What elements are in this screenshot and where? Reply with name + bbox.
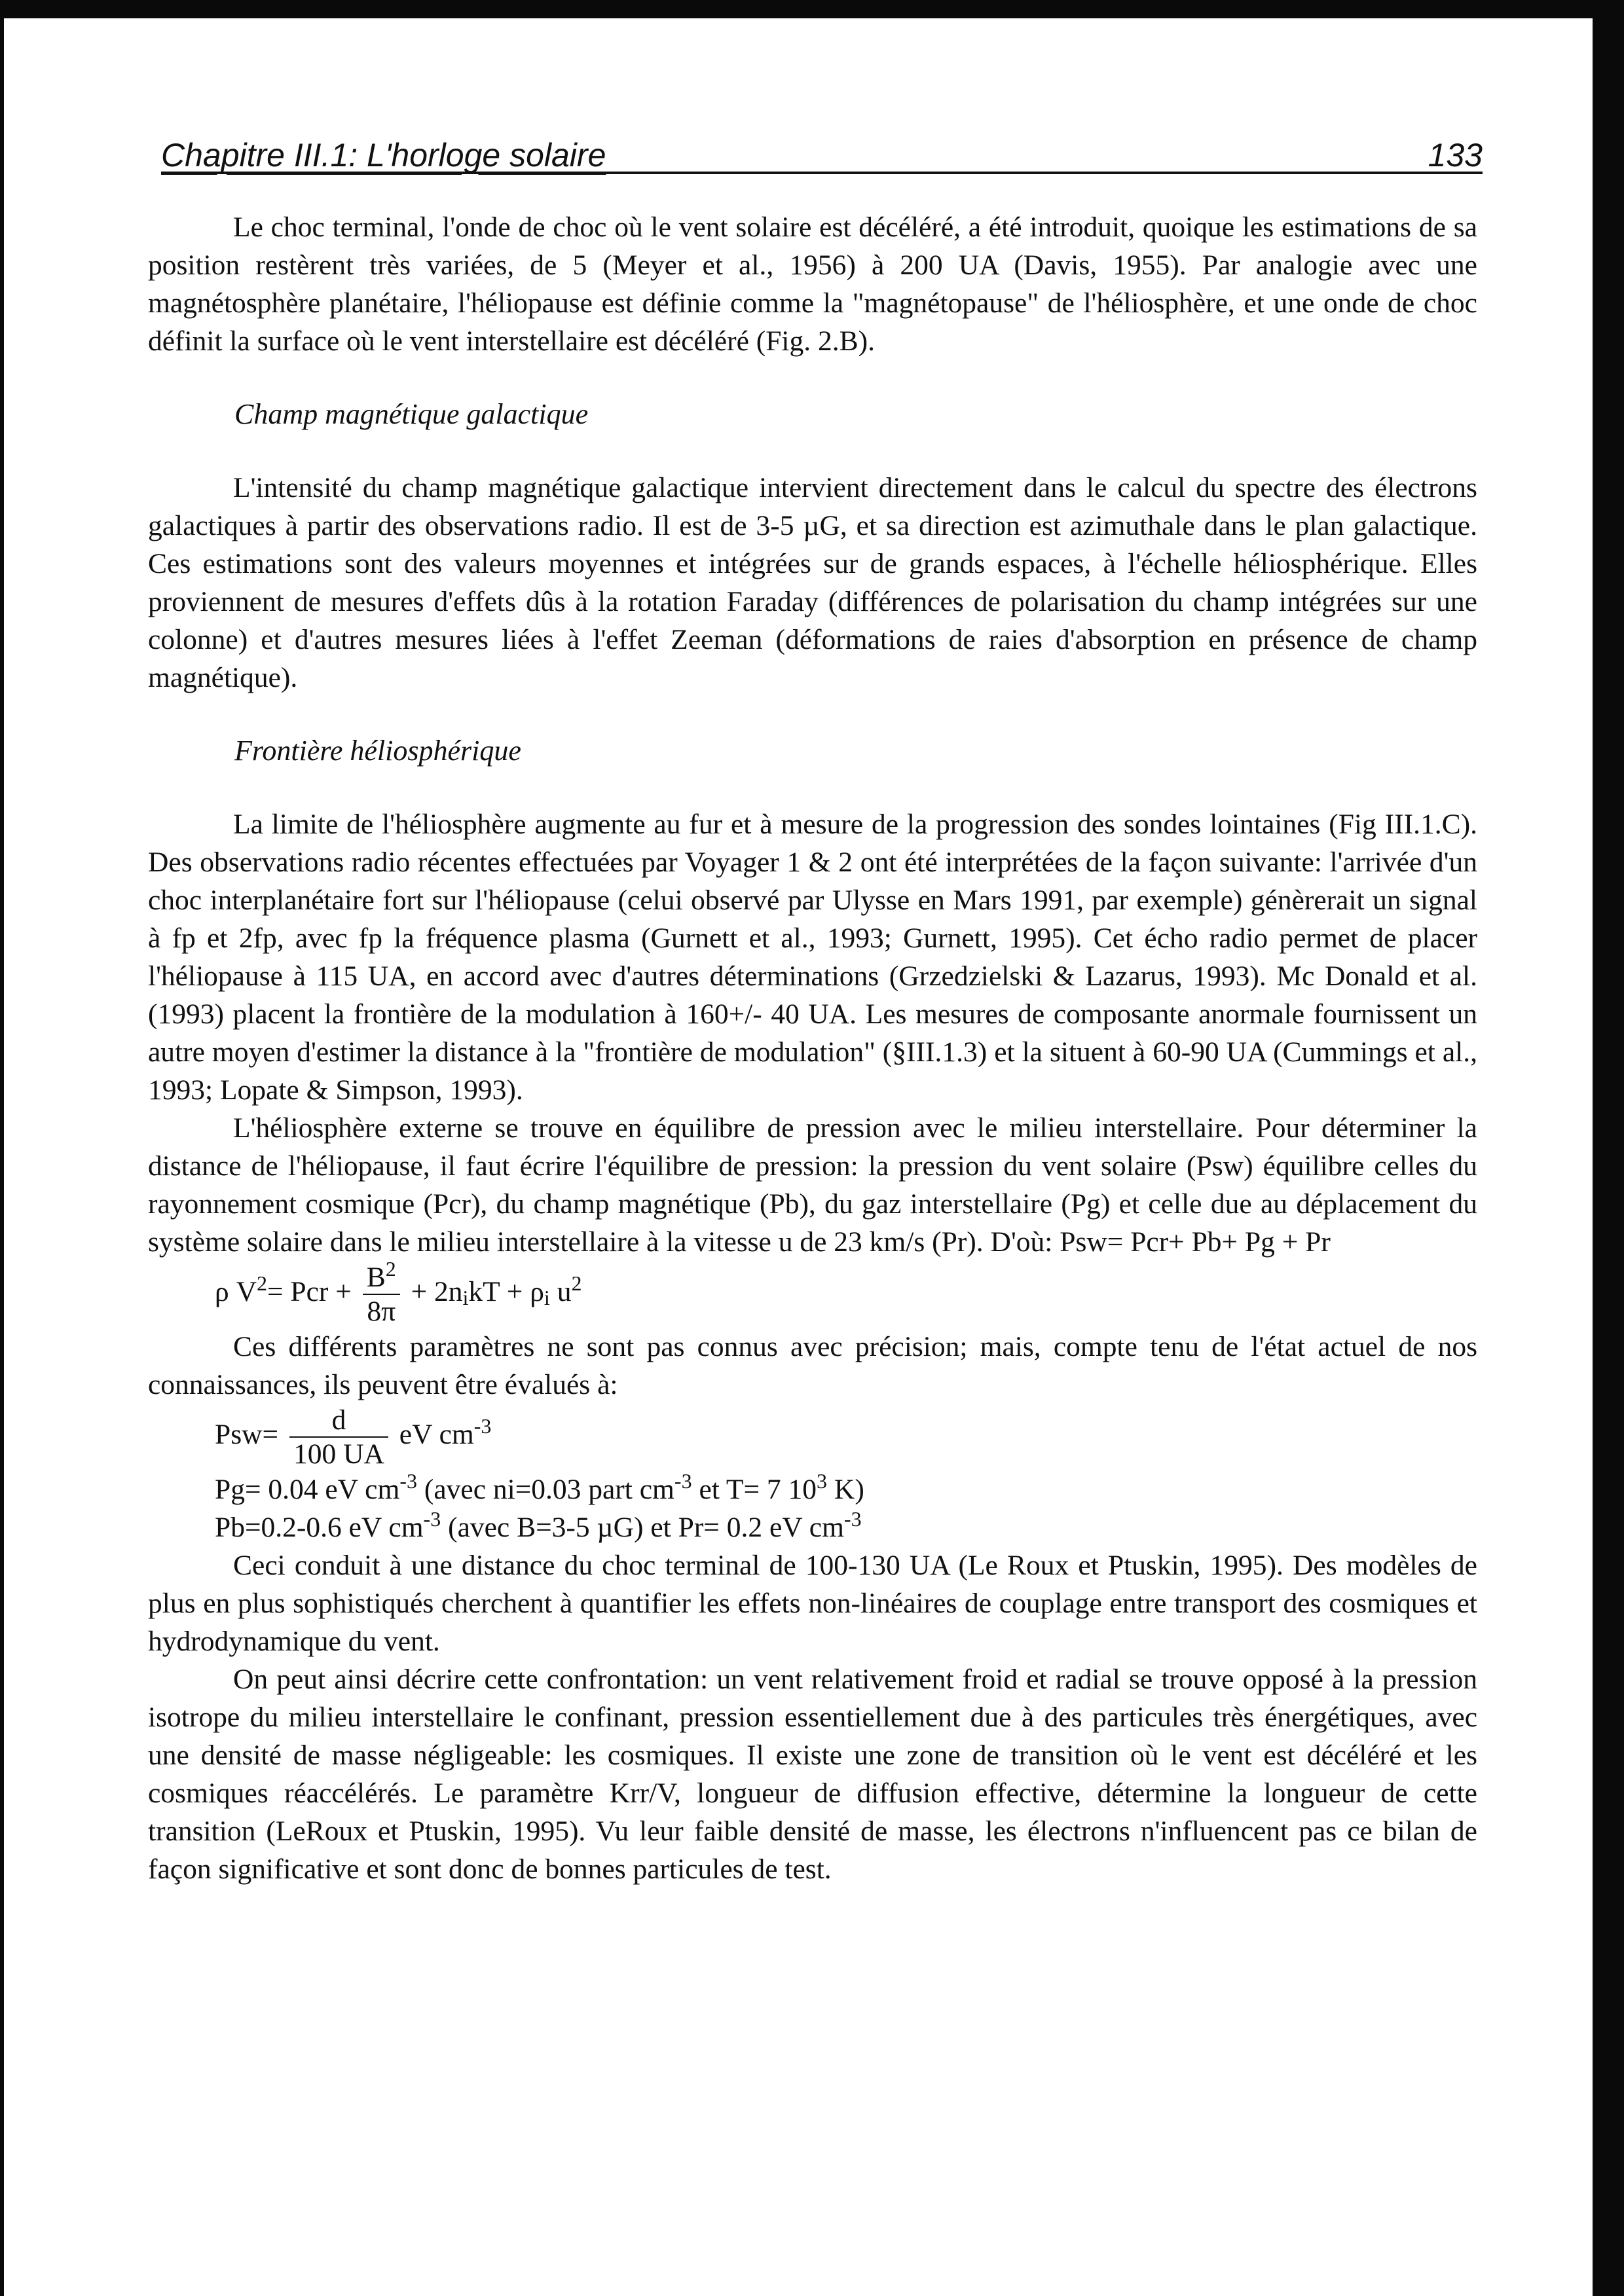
pg-part-d: K) [827, 1474, 864, 1505]
pb-part-b: (avec B=3-5 µG) et Pr= 0.2 eV cm [441, 1512, 844, 1543]
eq1-fraction [363, 1257, 400, 1328]
eq1-u: u [549, 1275, 572, 1307]
equation-psw [148, 1404, 1477, 1470]
eq1-u-exp: 2 [571, 1271, 582, 1295]
pb-exp-b: -3 [843, 1507, 862, 1531]
paragraph-confrontation: On peut ainsi décrire cette confrontation: un vent relativement froid et radial se trouve opposé à la pression isotrope du milieu interstellaire le confinant, pression essentiellement due à des particules très énergétiques, avec une densité de masse négligeable: les cosmiques. Il existe une zone de transition où le vent est décéléré et les cosmiques réaccélérés. Le paramètre Krr/V, longueur de diffusion effective, détermine la longueur de cette transition (LeRoux et Ptuskin, 1995). Vu leur faible densité de masse, les électrons n'influencent pas ce bilan de façon significative et sont donc de bonnes particules de test. [148, 1664, 1477, 1885]
eq1-lhs-exponent: 2 [257, 1271, 267, 1295]
scan-border-left [0, 0, 4, 2296]
pg-part-c: et T= 7 10 [692, 1474, 817, 1505]
eq1-frac-num: B [366, 1262, 386, 1293]
eq1-n-sub: i [462, 1285, 469, 1309]
scan-border-right [1593, 0, 1624, 2296]
eq1-kt: kT + ρ [468, 1275, 544, 1307]
section-heading-champ-magnetique: Champ magnétique galactique [234, 398, 589, 430]
section-heading-frontiere: Frontière héliosphérique [234, 735, 521, 767]
eq1-frac-den: 8π [367, 1296, 396, 1327]
paragraph-distance-choc: Ceci conduit à une distance du choc terminal de 100-130 UA (Le Roux et Ptuskin, 1995). Des modèles de plus en plus sophistiqués cherchent à quantifier les effets non-linéaires de couplage entre transport des cosmiques et hydrodynamique du vent. [148, 1550, 1477, 1657]
text-body [148, 208, 1477, 1888]
eq1-rho-sub: i [544, 1285, 550, 1309]
pg-exp-c: 3 [817, 1469, 828, 1493]
pg-part-a: Pg= 0.04 eV cm [215, 1474, 400, 1505]
pg-part-b: (avec ni=0.03 part cm [416, 1474, 674, 1505]
psw-unit: eV cm [399, 1418, 474, 1450]
eq1-2n: + 2n [411, 1275, 463, 1307]
equation-pressure-balance [148, 1257, 1477, 1328]
eq1-frac-num-exp: 2 [385, 1257, 396, 1281]
psw-unit-exp: -3 [473, 1413, 492, 1438]
running-header [161, 128, 1483, 174]
psw-frac-num: d [289, 1404, 388, 1438]
psw-lhs: Psw= [215, 1418, 279, 1450]
pg-exp-a: -3 [399, 1469, 417, 1493]
psw-frac-den: 100 UA [293, 1438, 384, 1470]
eq1-pcr: = Pcr + [267, 1275, 352, 1307]
pb-exp-a: -3 [423, 1507, 441, 1531]
chapter-title: Chapitre III.1: L'horloge solaire [161, 137, 606, 173]
paragraph-equilibre-pression: L'héliosphère externe se trouve en équilibre de pression avec le milieu interstellaire. Pour déterminer la distance de l'héliopause, il faut écrire l'équilibre de pression: la pression du vent solaire (Psw) équilibre celles du rayonnement cosmique (Pcr), du champ magnétique (Pb), du gaz interstellaire (Pg) et celle due au déplacement du système solaire dans le milieu interstellaire à la vitesse u de 23 km/s (Pr). D'où: Psw= Pcr+ Pb+ Pg + Pr [148, 1112, 1477, 1258]
paragraph-frontiere: La limite de l'héliosphère augmente au fur et à mesure de la progression des sondes lointaines (Fig III.1.C). Des observations radio récentes effectuées par Voyager 1 & 2 ont été interprétées de la façon suivante: l'arrivée d'un choc interplanétaire fort sur l'héliopause (celui observé par Ulysse en Mars 1991, par exemple) génèrerait un signal à fp et 2fp, avec fp la fréquence plasma (Gurnett et al., 1993; Gurnett, 1995). Cet écho radio permet de placer l'héliopause à 115 UA, en accord avec d'autres déterminations (Grzedzielski & Lazarus, 1993). Mc Donald et al. (1993) placent la frontière de la modulation à 160+/- 40 UA. Les mesures de composante anormale fournissent un autre moyen d'estimer la distance à la "frontière de modulation" (§III.1.3) et la situent à 60-90 UA (Cummings et al., 1993; Lopate & Simpson, 1993). [148, 809, 1477, 1106]
equation-pg [148, 1470, 1477, 1508]
psw-fraction [289, 1404, 388, 1470]
pg-exp-b: -3 [674, 1469, 692, 1493]
equation-pb [148, 1508, 1477, 1546]
eq1-lhs: ρ V [215, 1275, 257, 1307]
paragraph-champ-magnetique: L'intensité du champ magnétique galactique intervient directement dans le calcul du spectre des électrons galactiques à partir des observations radio. Il est de 3-5 µG, et sa direction est azimuthale dans le plan galactique. Ces estimations sont des valeurs moyennes et intégrées sur de grands espaces, à l'échelle héliosphérique. Elles proviennent de mesures d'effets dûs à la rotation Faraday (différences de polarisation du champ intégrées sur une colonne) et d'autres mesures liées à l'effet Zeeman (déformations de raies d'absorption en présence de champ magnétique). [148, 472, 1477, 693]
scan-border-top [0, 0, 1624, 18]
paragraph-parametres: Ces différents paramètres ne sont pas connus avec précision; mais, compte tenu de l'état actuel de nos connaissances, ils peuvent être évalués à: [148, 1331, 1477, 1400]
paragraph-choc-terminal: Le choc terminal, l'onde de choc où le vent solaire est décéléré, a été introduit, quoique les estimations de sa position restèrent très variées, de 5 (Meyer et al., 1956) à 200 UA (Davis, 1955). Par analogie avec une magnétosphère planétaire, l'héliopause est définie comme la "magnétopause" de l'héliosphère, et une onde de choc définit la surface où le vent interstellaire est décéléré (Fig. 2.B). [148, 211, 1477, 357]
pb-part-a: Pb=0.2-0.6 eV cm [215, 1512, 424, 1543]
page-number: 133 [1428, 137, 1483, 173]
